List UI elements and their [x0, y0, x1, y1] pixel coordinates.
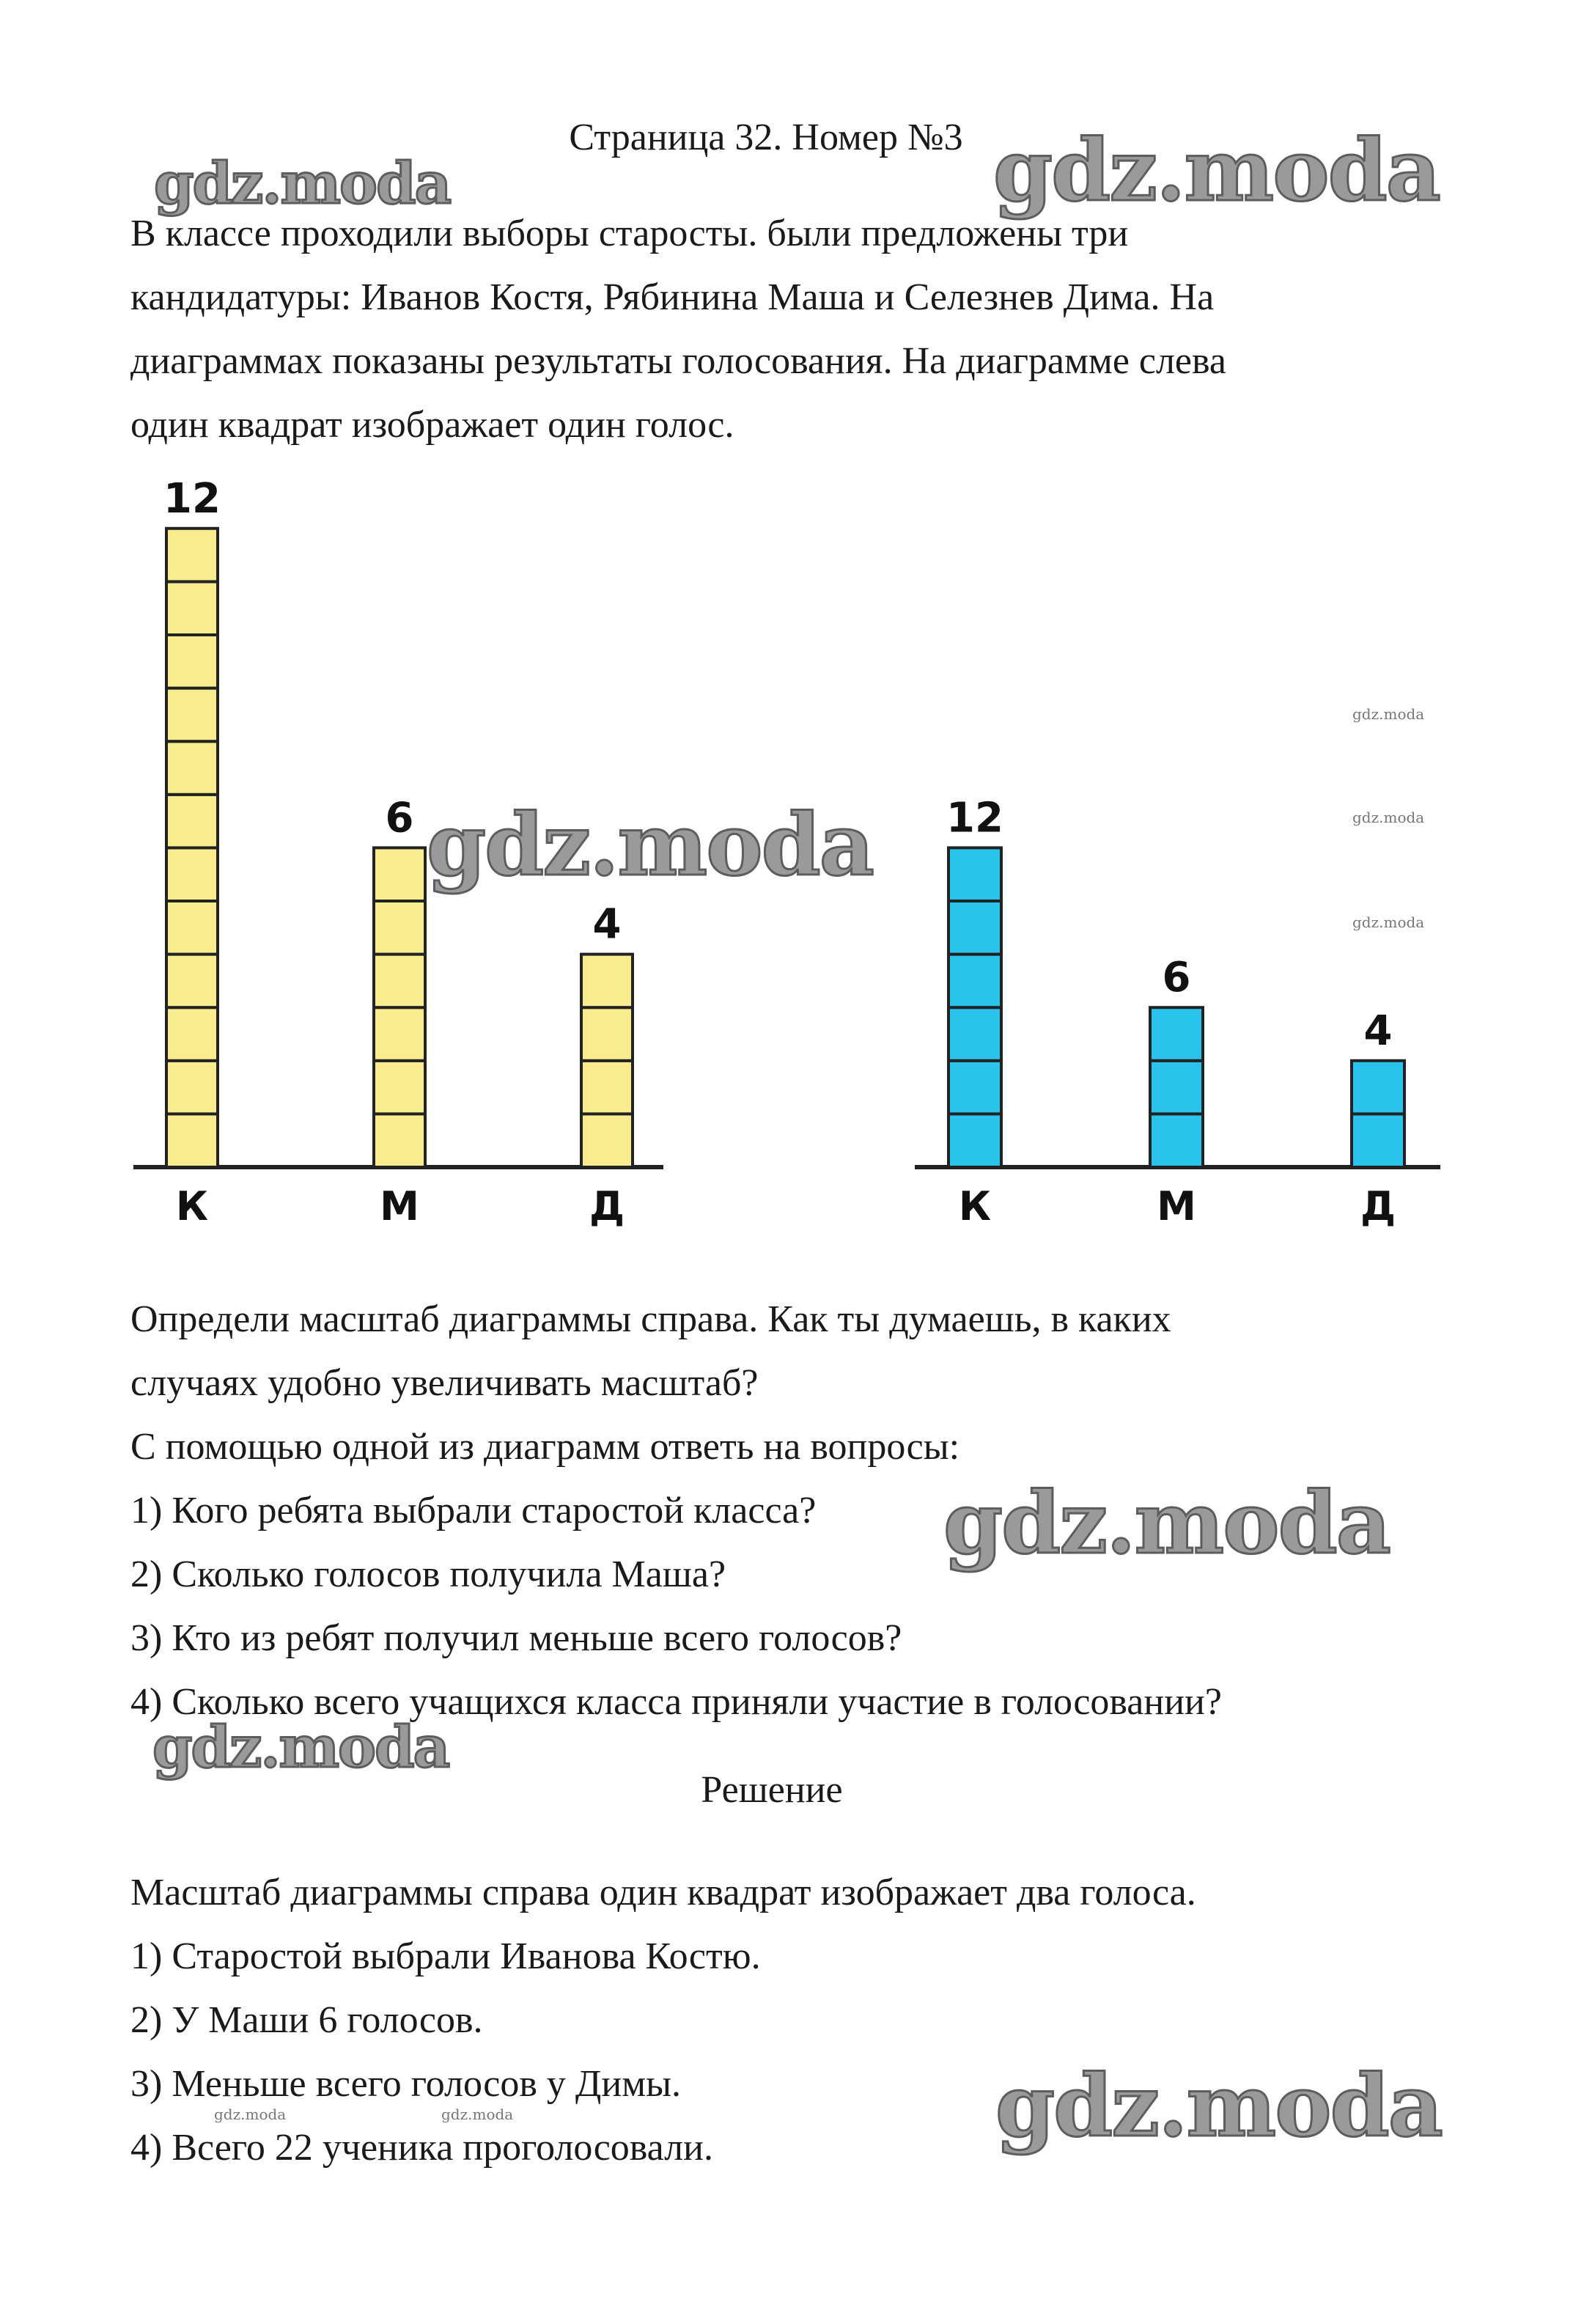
bar-square	[374, 955, 425, 1008]
bar-square	[948, 1061, 1001, 1114]
bar-value-label: 6	[385, 794, 414, 842]
chart-right-votes	[902, 770, 1459, 1239]
bar-square	[374, 1114, 425, 1167]
intro-line: диаграммах показаны результаты голосования. На диаграмме слева	[130, 340, 1226, 382]
bar-square	[166, 529, 218, 582]
bar-square	[166, 901, 218, 955]
watermark: gdz.moda	[1352, 705, 1425, 723]
bar-value-label: 6	[1162, 954, 1191, 1002]
bar-square	[374, 1007, 425, 1061]
intro-line: В классе проходили выборы старосты. были предложены три	[130, 213, 1129, 254]
bar	[1352, 1061, 1404, 1167]
bar-square	[948, 847, 1001, 901]
bar-value-label: 4	[1363, 1007, 1393, 1055]
question-line: случаях удобно увеличивать масштаб?	[130, 1362, 759, 1404]
bar-square	[166, 741, 218, 795]
bar-square	[166, 795, 218, 848]
bar-square	[581, 1114, 633, 1167]
bar	[166, 529, 218, 1167]
question-line: 2) Сколько голосов получила Маша?	[130, 1553, 726, 1595]
bar-square	[166, 1114, 218, 1167]
bar-square	[374, 1061, 425, 1114]
bar	[948, 847, 1001, 1167]
bar-square	[166, 847, 218, 901]
bar	[374, 847, 425, 1167]
watermark: gdz.moda	[993, 121, 1440, 221]
watermark: gdz.moda	[995, 2056, 1442, 2156]
category-label: М	[380, 1183, 419, 1229]
bar-square	[948, 1007, 1001, 1061]
bar	[1150, 1007, 1203, 1167]
answer-line: 4) Всего 22 ученика проголосовали.	[130, 2127, 713, 2169]
task-intro	[130, 202, 1226, 457]
bar-square	[948, 955, 1001, 1008]
bar-value-label: 12	[163, 474, 221, 523]
bar-square	[166, 1007, 218, 1061]
bar-value-label: 4	[592, 900, 622, 949]
bar	[581, 955, 633, 1167]
answer-line: 3) Меньше всего голосов у Димы.	[130, 2063, 682, 2105]
category-label: К	[175, 1183, 209, 1229]
bar-square	[166, 635, 218, 688]
page-title: Страница 32. Номер №3	[569, 117, 963, 158]
bar-square	[166, 955, 218, 1008]
bar-square	[581, 955, 633, 1008]
question-line: 1) Кого ребята выбрали старостой класса?	[130, 1490, 817, 1531]
bar-square	[374, 901, 425, 955]
bar-square	[581, 1007, 633, 1061]
answer-line: Масштаб диаграммы справа один квадрат изображает два голоса.	[130, 1872, 1196, 1913]
bar-square	[581, 1061, 633, 1114]
intro-line: кандидатуры: Иванов Костя, Рябинина Маша и Селезнев Дима. На	[130, 276, 1215, 318]
question-line: 4) Сколько всего учащихся класса приняли участие в голосовании?	[130, 1681, 1222, 1723]
category-label: Д	[1360, 1183, 1396, 1229]
bar-square	[374, 847, 425, 901]
bar-square	[948, 1114, 1001, 1167]
category-label: М	[1157, 1183, 1196, 1229]
bar-square	[1150, 1007, 1203, 1061]
bar-value-label: 12	[946, 794, 1003, 842]
bar-square	[166, 1061, 218, 1114]
bar-square	[166, 581, 218, 635]
question-line: 3) Кто из ребят получил меньше всего голосов?	[130, 1617, 902, 1659]
category-label: К	[958, 1183, 992, 1229]
question-line: Определи масштаб диаграммы справа. Как ты думаешь, в каких	[130, 1298, 1171, 1340]
intro-line: один квадрат изображает один голос.	[130, 404, 734, 446]
bar-square	[1352, 1114, 1404, 1167]
watermark: gdz.moda	[441, 2106, 514, 2123]
watermark: gdz.moda	[152, 1714, 449, 1781]
watermark: gdz.moda	[1352, 809, 1425, 826]
bar-square	[166, 688, 218, 742]
bar-square	[1352, 1061, 1404, 1114]
watermark: gdz.moda	[943, 1474, 1390, 1573]
bar-square	[948, 901, 1001, 955]
bar-square	[1150, 1114, 1203, 1167]
answer-line: 1) Старостой выбрали Иванова Костю.	[130, 1935, 761, 1977]
solution-heading: Решение	[701, 1769, 843, 1811]
watermark: gdz.moda	[154, 150, 451, 217]
watermark: gdz.moda	[214, 2106, 287, 2123]
answer-line: 2) У Маши 6 голосов.	[130, 1999, 483, 2041]
question-line: С помощью одной из диаграмм ответь на вопросы:	[130, 1426, 960, 1468]
bar-square	[1150, 1061, 1203, 1114]
category-label: Д	[589, 1183, 625, 1229]
watermark: gdz.moda	[1352, 913, 1425, 931]
watermark: gdz.moda	[427, 795, 873, 895]
